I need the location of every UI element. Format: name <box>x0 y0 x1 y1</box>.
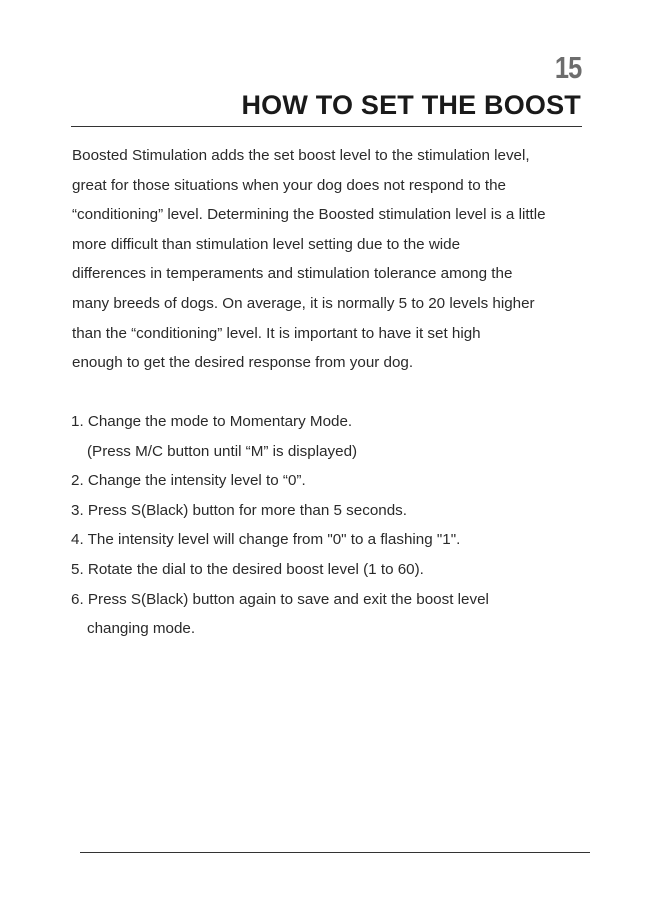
intro-line: many breeds of dogs. On average, it is normally 5 to 20 levels higher <box>72 294 535 312</box>
footer-divider <box>80 852 590 853</box>
page-title: HOW TO SET THE BOOST <box>241 90 581 120</box>
step-4: 4. The intensity level will change from "0" to a flashing "1". <box>71 531 461 549</box>
intro-line: “conditioning” level. Determining the Boosted stimulation level is a little <box>72 206 546 224</box>
step-1-note: (Press M/C button until “M” is displayed) <box>87 442 358 460</box>
step-6: 6. Press S(Black) button again to save and exit the boost level <box>71 590 489 608</box>
intro-line: enough to get the desired response from your dog. <box>72 354 414 372</box>
step-5: 5. Rotate the dial to the desired boost level (1 to 60). <box>71 560 424 578</box>
step-6-continued: changing mode. <box>87 620 196 638</box>
step-3: 3. Press S(Black) button for more than 5 seconds. <box>71 501 407 519</box>
steps-list <box>71 407 591 644</box>
title-divider <box>71 126 582 127</box>
step-1: 1. Change the mode to Momentary Mode. <box>71 413 353 430</box>
intro-line: differences in temperaments and stimulation tolerance among the <box>72 265 513 283</box>
page-number: 15 <box>554 50 581 85</box>
intro-line: more difficult than stimulation level setting due to the wide <box>72 235 461 253</box>
intro-line: than the “conditioning” level. It is important to have it set high <box>72 324 481 342</box>
step-2: 2. Change the intensity level to “0”. <box>71 472 306 490</box>
intro-line: Boosted Stimulation adds the set boost level to the stimulation level, <box>72 147 530 164</box>
intro-line: great for those situations when your dog does not respond to the <box>72 176 506 194</box>
intro-paragraph <box>72 141 592 378</box>
